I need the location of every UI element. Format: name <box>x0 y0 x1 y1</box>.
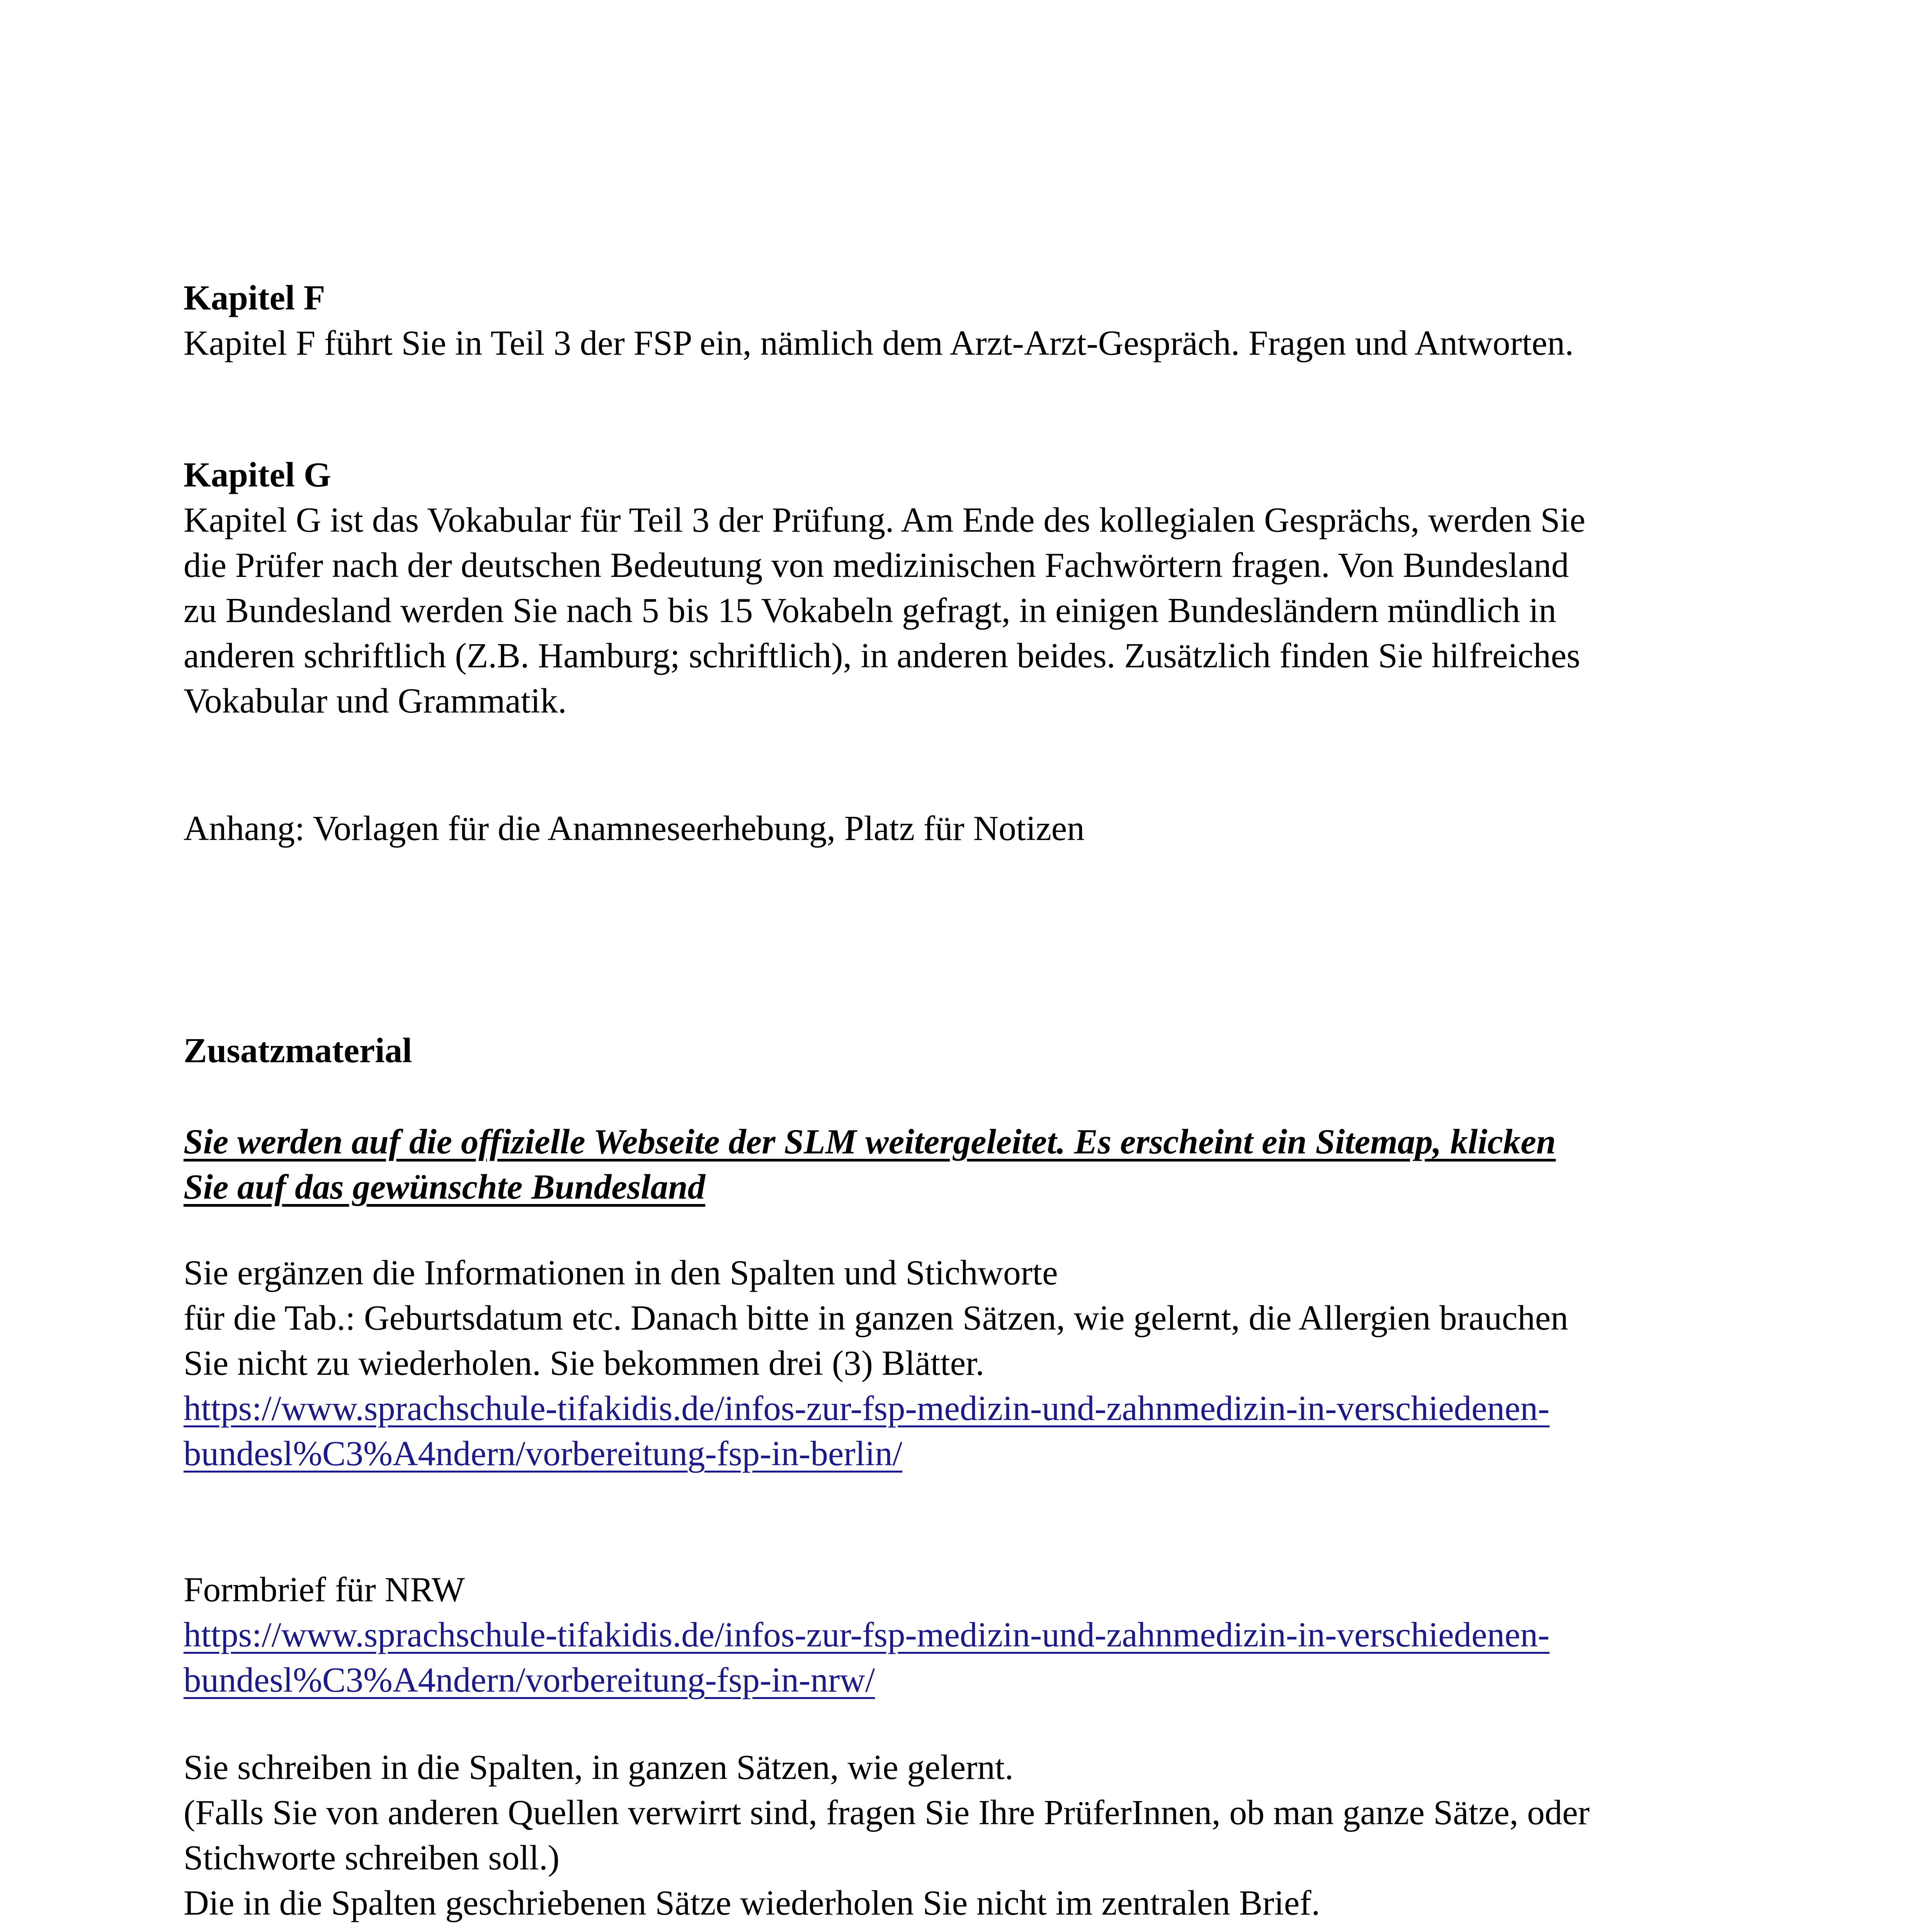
anhang-text: Anhang: Vorlagen für die Anamneseerhebung, Platz für Notizen <box>184 809 1085 848</box>
nrw-link-line[interactable]: bundesl%C3%A4ndern/vorbereitung-fsp-in-nrw/ <box>184 1660 875 1699</box>
zusatzmaterial-section <box>184 1028 1768 1073</box>
sitemap-notice-line: Sie werden auf die offizielle Webseite der SLM weitergeleitet. Es erscheint ein Sitemap, klicken <box>184 1122 1556 1161</box>
kapitel-g-line: Kapitel G ist das Vokabular für Teil 3 der Prüfung. Am Ende des kollegialen Gesprächs, werden Sie <box>184 500 1585 539</box>
sitemap-notice <box>184 1119 1768 1209</box>
berlin-text-line: Sie ergänzen die Informationen in den Spalten und Stichworte <box>184 1253 1058 1292</box>
kapitel-f-text: Kapitel F führt Sie in Teil 3 der FSP ein, nämlich dem Arzt-Arzt-Gespräch. Fragen und Antworten. <box>184 323 1574 362</box>
kapitel-g-heading: Kapitel G <box>184 455 331 494</box>
kapitel-g-line: zu Bundesland werden Sie nach 5 bis 15 Vokabeln gefragt, in einigen Bundesländern mündlich in <box>184 591 1556 630</box>
anhang-section <box>184 806 1768 851</box>
berlin-link-line[interactable]: https://www.sprachschule-tifakidis.de/infos-zur-fsp-medizin-und-zahnmedizin-in-verschiedenen- <box>184 1389 1550 1428</box>
kapitel-f-section <box>184 275 1768 366</box>
berlin-section <box>184 1250 1768 1476</box>
kapitel-g-line: die Prüfer nach der deutschen Bedeutung von medizinischen Fachwörtern fragen. Von Bundesland <box>184 546 1569 585</box>
berlin-text-line: Sie nicht zu wiederholen. Sie bekommen drei (3) Blätter. <box>184 1344 985 1383</box>
nrw-section <box>184 1567 1768 1702</box>
nrw-text-line: (Falls Sie von anderen Quellen verwirrt sind, fragen Sie Ihre PrüferInnen, ob man ganze Sätze, oder <box>184 1793 1590 1832</box>
nrw-link-line[interactable]: https://www.sprachschule-tifakidis.de/infos-zur-fsp-medizin-und-zahnmedizin-in-verschiedenen- <box>184 1615 1550 1654</box>
berlin-text-line: für die Tab.: Geburtsdatum etc. Danach bitte in ganzen Sätzen, wie gelernt, die Allergien brauchen <box>184 1298 1568 1337</box>
nrw-text-line: Sie schreiben in die Spalten, in ganzen Sätzen, wie gelernt. <box>184 1748 1014 1787</box>
kapitel-g-line: Vokabular und Grammatik. <box>184 681 567 720</box>
nrw-text-line: Die in die Spalten geschriebenen Sätze wiederholen Sie nicht im zentralen Brief. <box>184 1883 1320 1922</box>
nrw-instructions <box>184 1745 1768 1925</box>
kapitel-f-heading: Kapitel F <box>184 278 325 317</box>
kapitel-g-line: anderen schriftlich (Z.B. Hamburg; schriftlich), in anderen beides. Zusätzlich finden Sie hilfreiches <box>184 636 1580 675</box>
nrw-link[interactable] <box>184 1612 1768 1702</box>
sitemap-notice-line: Sie auf das gewünschte Bundesland <box>184 1167 706 1206</box>
kapitel-g-section <box>184 452 1768 723</box>
zusatzmaterial-heading: Zusatzmaterial <box>184 1031 412 1070</box>
nrw-title: Formbrief für NRW <box>184 1570 465 1609</box>
berlin-link-line[interactable]: bundesl%C3%A4ndern/vorbereitung-fsp-in-berlin/ <box>184 1434 902 1473</box>
berlin-link[interactable] <box>184 1386 1768 1476</box>
nrw-text-line: Stichworte schreiben soll.) <box>184 1838 560 1877</box>
